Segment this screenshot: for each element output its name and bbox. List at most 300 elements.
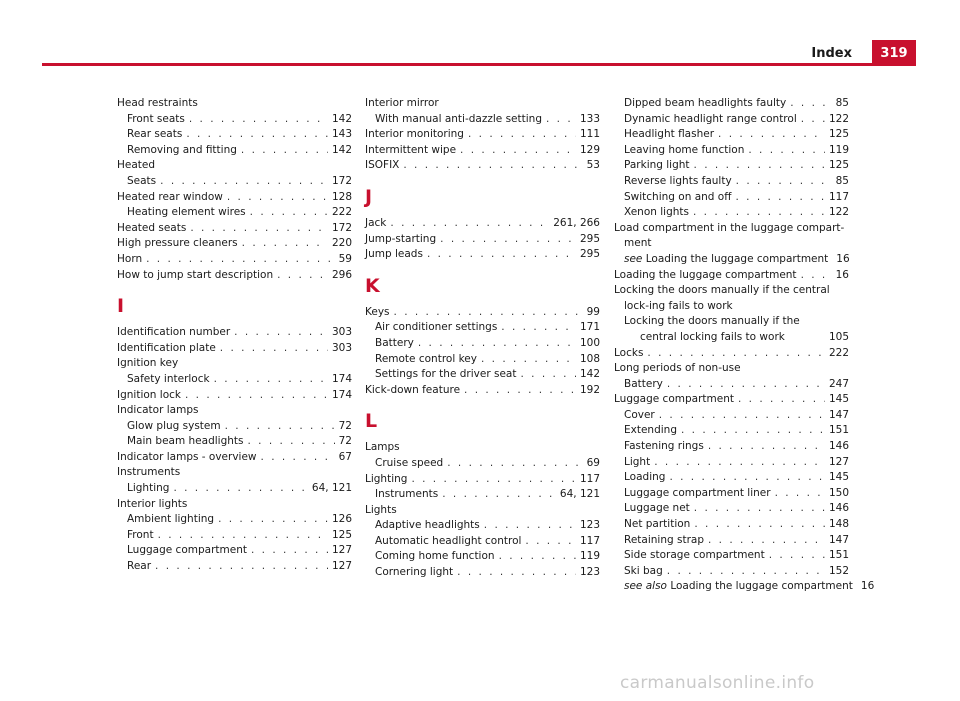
index-entry (365, 96, 600, 112)
index-entry (117, 268, 352, 284)
index-entry-label: Indicator lamps - overview (117, 450, 257, 463)
index-entry-label: Identification number (117, 326, 231, 339)
index-entry-label: Retaining strap (624, 533, 704, 546)
dot-leader (647, 346, 825, 362)
index-entry (614, 314, 849, 345)
index-entry-label: Dynamic headlight range control (624, 112, 797, 125)
dot-leader (694, 158, 825, 174)
dot-leader (735, 190, 824, 206)
index-entry-page: 146 (828, 502, 849, 515)
dot-leader (708, 439, 825, 455)
index-entry (117, 158, 352, 174)
dot-leader (499, 549, 576, 565)
index-entry (117, 465, 352, 481)
index-entry-label: Jump-starting (365, 232, 437, 245)
index-entry (117, 236, 352, 252)
index-entry (614, 205, 849, 221)
dot-leader (190, 221, 328, 237)
dot-leader (160, 174, 328, 190)
index-entry-page: 53 (586, 159, 600, 172)
index-entry-page: 85 (835, 174, 849, 187)
index-entry (117, 325, 352, 341)
dot-leader (546, 112, 576, 128)
dot-leader (214, 372, 328, 388)
index-entry (117, 341, 352, 357)
index-entry (117, 450, 352, 466)
dot-leader (447, 456, 582, 472)
index-entry-page: 122 (828, 112, 849, 125)
index-entry (614, 548, 849, 564)
index-entry (117, 372, 352, 388)
dot-leader (708, 533, 825, 549)
dot-leader (394, 305, 583, 321)
index-entry-label: Heated rear window (117, 190, 223, 203)
dot-leader (146, 252, 335, 268)
index-entry-label: Battery (375, 336, 414, 349)
index-entry-page: 100 (579, 336, 600, 349)
index-entry (614, 408, 849, 424)
dot-leader (736, 174, 832, 190)
header-rule (42, 63, 916, 66)
index-entry-page: 174 (331, 388, 352, 401)
index-entry-label: With manual anti-dazzle setting (375, 112, 542, 125)
index-entry-page: 295 (579, 232, 600, 245)
index-entry (365, 503, 600, 519)
index-entry (117, 403, 352, 419)
index-entry (117, 190, 352, 206)
index-entry-page: 108 (579, 352, 600, 365)
index-entry-label: Heated (117, 159, 156, 172)
index-entry-label: Side storage compartment (624, 549, 765, 562)
index-entry-page: 151 (828, 424, 849, 437)
dot-leader (220, 341, 328, 357)
index-entry-label: Switching on and off (624, 190, 732, 203)
dot-leader (158, 528, 328, 544)
index-entry (117, 143, 352, 159)
dot-leader (667, 377, 825, 393)
index-entry-label: Net partition (624, 518, 691, 531)
index-entry-page: 64, 121 (311, 482, 352, 495)
index-entry-label: Loading the luggage compartment (645, 252, 829, 265)
index-entry (365, 565, 600, 581)
index-entry-page: 171 (579, 321, 600, 334)
index-entry-page: 148 (828, 518, 849, 531)
index-entry-page: 123 (579, 566, 600, 579)
index-entry-page: 151 (828, 549, 849, 562)
index-entry (365, 440, 600, 456)
index-entry-label: Kick-down feature (365, 383, 461, 396)
index-entry-page: 129 (579, 143, 600, 156)
index-entry-label: Cornering light (375, 566, 454, 579)
index-entry-page: 172 (331, 174, 352, 187)
index-entry (614, 268, 849, 284)
dot-leader (251, 543, 328, 559)
index-entry-label: Horn (117, 252, 143, 265)
index-entry (117, 221, 352, 237)
watermark: carmanualsonline.info (620, 673, 815, 693)
index-entry-page: 16 (835, 268, 849, 281)
index-entry (365, 143, 600, 159)
dot-leader (189, 112, 328, 128)
dot-leader (694, 517, 825, 533)
index-entry (614, 143, 849, 159)
index-entry-page: 303 (331, 326, 352, 339)
index-entry-label: Interior mirror (365, 97, 439, 109)
index-entry (614, 361, 849, 377)
index-entry (365, 456, 600, 472)
index-entry-label: Intermittent wipe (365, 143, 457, 156)
index-entry-label: Interior lights (117, 497, 188, 510)
index-entry-label: Loading the luggage compartment (614, 268, 797, 281)
dot-leader (403, 158, 582, 174)
dot-leader (277, 268, 328, 284)
index-entry-page: 172 (331, 221, 352, 234)
index-entry-label: Instruments (375, 488, 439, 501)
index-entry (614, 517, 849, 533)
index-entry (614, 127, 849, 143)
index-entry-page: 192 (579, 383, 600, 396)
index-entry (117, 528, 352, 544)
index-entry-label: Lighting (365, 472, 408, 485)
index-entry-label: Leaving home function (624, 143, 745, 156)
index-entry (365, 336, 600, 352)
index-entry-label: ISOFIX (365, 159, 400, 172)
dot-leader (442, 487, 556, 503)
dot-leader (520, 367, 575, 383)
index-entry-page: 126 (331, 513, 352, 526)
index-entry-label: Rear seats (127, 128, 183, 141)
index-entry-page: 222 (331, 206, 352, 219)
index-entry-page: 67 (338, 450, 352, 463)
index-entry (365, 487, 600, 503)
dot-leader (390, 216, 549, 232)
index-section-letter: J (365, 185, 373, 208)
index-entry (365, 383, 600, 399)
index-entry-label: Coming home function (375, 550, 495, 563)
index-column-1 (117, 96, 352, 575)
index-entry: Locking the doors manually if the central lock-ing fails to work (614, 284, 830, 312)
index-entry-label: Jump leads (365, 248, 423, 261)
index-entry-page: 261, 266 (553, 216, 600, 229)
index-entry (614, 501, 849, 517)
index-entry-label: Fastening rings (624, 440, 704, 453)
index-entry-page: 145 (828, 471, 849, 484)
index-entry (365, 518, 600, 534)
index-entry (365, 305, 600, 321)
index-entry (117, 356, 352, 372)
index-entry-page: 59 (338, 252, 352, 265)
index-entry-label: Xenon lights (624, 206, 689, 219)
dot-leader (427, 247, 576, 263)
index-entry-page: 222 (828, 346, 849, 359)
index-entry-page: 127 (828, 455, 849, 468)
dot-leader (681, 423, 825, 439)
index-entry-page: 127 (331, 544, 352, 557)
index-entry (614, 174, 849, 190)
dot-leader (769, 548, 825, 564)
index-entry-label: Identification plate (117, 341, 216, 354)
index-entry-page: 122 (828, 206, 849, 219)
index-section-letter: I (117, 295, 125, 318)
index-entry-page: 145 (828, 393, 849, 406)
index-entry (614, 533, 849, 549)
dot-leader (775, 486, 825, 502)
dot-leader (801, 268, 832, 284)
index-entry-page: 105 (828, 330, 849, 343)
index-entry-page: 123 (579, 519, 600, 532)
index-entry (365, 232, 600, 248)
index-entry (614, 423, 849, 439)
index-entry (365, 534, 600, 550)
index-entry-page: 69 (586, 456, 600, 469)
index-entry (117, 434, 352, 450)
dot-leader (234, 325, 328, 341)
dot-leader (669, 470, 825, 486)
index-entry-label: Automatic headlight control (375, 534, 522, 547)
dot-leader (718, 127, 825, 143)
index-entry-label: Lamps (365, 441, 400, 454)
index-entry (365, 472, 600, 488)
index-entry-label: Extending (624, 424, 677, 437)
dot-leader (241, 143, 328, 159)
index-entry-label: Lights (365, 503, 397, 516)
dot-leader (225, 419, 335, 435)
index-entry (365, 112, 600, 128)
dot-leader (801, 112, 825, 128)
dot-leader (411, 472, 576, 488)
index-entry-page: 152 (828, 564, 849, 577)
index-entry-page: 295 (579, 248, 600, 261)
index-entry-label: Head restraints (117, 97, 198, 109)
index-entry-label: Loading the luggage compartment (670, 580, 853, 593)
dot-leader (457, 565, 576, 581)
index-section-letter: K (365, 274, 380, 297)
index-entry (117, 419, 352, 435)
index-entry-label: Front seats (127, 112, 185, 125)
index-entry-label: Luggage compartment liner (624, 486, 771, 499)
index-entry-page: 220 (331, 237, 352, 250)
index-entry (117, 205, 352, 221)
index-entry-page: 296 (331, 268, 352, 281)
index-entry-page: 119 (828, 143, 849, 156)
index-entry-label: Main beam headlights (127, 435, 244, 448)
index-entry-label: Settings for the driver seat (375, 368, 517, 381)
dot-leader (481, 352, 576, 368)
dot-leader (218, 512, 328, 528)
dot-leader (667, 564, 825, 580)
index-entry (614, 564, 849, 580)
index-section-letter: L (365, 410, 378, 433)
index-entry (117, 543, 352, 559)
dot-leader (460, 143, 576, 159)
index-entry-label: Adaptive headlights (375, 519, 480, 532)
index-entry-page: 72 (338, 435, 352, 448)
index-entry-label: Loading (624, 471, 666, 484)
dot-leader (790, 96, 831, 112)
index-entry-page: 146 (828, 440, 849, 453)
index-entry-label: Keys (365, 305, 390, 318)
index-entry-page: 303 (331, 341, 352, 354)
index-entry (117, 559, 352, 575)
index-entry: Load compartment in the luggage compart-ment (614, 221, 845, 250)
dot-leader (654, 455, 825, 471)
index-entry (614, 96, 849, 112)
index-entry (614, 112, 849, 128)
dot-leader (468, 127, 576, 143)
index-entry (614, 252, 849, 268)
dot-leader (173, 481, 307, 497)
index-column-3 (614, 96, 875, 595)
index-entry-label: Lighting (127, 482, 170, 495)
index-entry-page: 125 (828, 128, 849, 141)
index-entry-page: 72 (338, 419, 352, 432)
index-entry-label: Air conditioner settings (375, 321, 498, 334)
index-entry (117, 96, 352, 112)
dot-leader (185, 388, 328, 404)
index-entry-page: 147 (828, 533, 849, 546)
page-number-badge: 319 (872, 40, 916, 66)
dot-leader (748, 143, 825, 159)
index-entry-page: 147 (828, 408, 849, 421)
index-entry-page: 117 (828, 190, 849, 203)
index-entry (614, 455, 849, 471)
dot-leader (501, 320, 576, 336)
dot-leader (250, 205, 328, 221)
dot-leader (440, 232, 576, 248)
dot-leader (464, 383, 576, 399)
index-entry-label: Luggage net (624, 502, 690, 515)
index-entry (365, 367, 600, 383)
dot-leader (261, 450, 335, 466)
index-entry (614, 439, 849, 455)
dot-leader (484, 518, 576, 534)
index-entry-page: 142 (331, 112, 352, 125)
index-entry (117, 512, 352, 528)
dot-leader (738, 392, 825, 408)
index-entry-page: 16 (860, 580, 875, 593)
index-entry-page: 64, 121 (559, 488, 600, 501)
index-entry (365, 352, 600, 368)
index-entry (117, 112, 352, 128)
index-entry-label: Cruise speed (375, 456, 444, 469)
index-entry-label: Ignition lock (117, 388, 181, 401)
index-entry-page: 99 (586, 305, 600, 318)
index-entry-label: Heating element wires (127, 206, 246, 219)
index-entry-label: Parking light (624, 159, 690, 172)
index-entry-page: 150 (828, 486, 849, 499)
index-entry-label: Locks (614, 346, 644, 359)
index-entry-page: 128 (331, 190, 352, 203)
dot-leader (247, 434, 334, 450)
index-entry (614, 377, 849, 393)
index-entry-label: How to jump start description (117, 268, 274, 281)
index-cross-reference: see also (624, 580, 667, 593)
index-entry (365, 247, 600, 263)
index-entry (117, 388, 352, 404)
index-entry-label: Remote control key (375, 352, 477, 365)
index-entry-label: Locking the doors manually if the central locking fails to work (624, 315, 800, 343)
index-entry-page: 125 (828, 159, 849, 172)
index-entry-page: 111 (579, 128, 600, 141)
index-entry (365, 549, 600, 565)
index-entry (117, 481, 352, 497)
index-entry (117, 127, 352, 143)
dot-leader (525, 534, 576, 550)
index-entry-page: 127 (331, 560, 352, 573)
index-entry-page: 174 (331, 372, 352, 385)
dot-leader (155, 559, 328, 575)
index-entry-page: 247 (828, 377, 849, 390)
index-entry-label: Heated seats (117, 221, 187, 234)
index-entry-label: Light (624, 455, 651, 468)
index-entry (365, 320, 600, 336)
index-cross-reference: see (624, 252, 643, 265)
index-entry-page: 143 (331, 128, 352, 141)
dot-leader (694, 501, 825, 517)
index-entry-page: 125 (331, 528, 352, 541)
index-entry (614, 470, 849, 486)
index-entry (614, 190, 849, 206)
index-entry-label: Ignition key (117, 357, 179, 370)
page-title: Index (811, 46, 852, 61)
index-entry-page: 117 (579, 534, 600, 547)
index-entry-label: Luggage compartment (614, 393, 734, 406)
index-entry-label: Long periods of non-use (614, 362, 741, 375)
index-entry-label: Cover (624, 408, 655, 421)
dot-leader (186, 127, 328, 143)
index-entry (614, 392, 849, 408)
index-entry-label: Safety interlock (127, 372, 210, 385)
index-entry (117, 252, 352, 268)
index-entry (117, 497, 352, 513)
index-entry-page: 142 (331, 143, 352, 156)
index-entry-label: Removing and fitting (127, 143, 237, 156)
index-entry-page: 133 (579, 112, 600, 125)
index-entry-page: 85 (835, 97, 849, 109)
index-entry-page: 119 (579, 550, 600, 563)
dot-leader (242, 236, 328, 252)
index-entry (614, 346, 849, 362)
dot-leader (659, 408, 825, 424)
index-entry-label: Glow plug system (127, 419, 221, 432)
index-entry-label: High pressure cleaners (117, 237, 238, 250)
index-entry-label: Dipped beam headlights faulty (624, 97, 787, 109)
index-entry (614, 486, 849, 502)
index-entry-label: Luggage compartment (127, 544, 247, 557)
index-entry-page: 117 (579, 472, 600, 485)
dot-leader (227, 190, 328, 206)
index-entry-label: Indicator lamps (117, 404, 199, 417)
index-entry-label: Ski bag (624, 564, 663, 577)
index-entry (117, 174, 352, 190)
index-entry (365, 158, 600, 174)
index-entry-label: Jack (365, 216, 387, 229)
index-entry-label: Front (127, 528, 154, 541)
index-entry-label: Reverse lights faulty (624, 174, 732, 187)
index-entry-label: Ambient lighting (127, 513, 215, 526)
index-entry-page: 16 (836, 252, 850, 265)
index-entry (365, 216, 600, 232)
index-entry-label: Seats (127, 174, 157, 187)
index-entry-page: 142 (579, 368, 600, 381)
index-entry (614, 579, 875, 595)
dot-leader (418, 336, 576, 352)
index-entry (614, 158, 849, 174)
index-entry-label: Instruments (117, 466, 181, 479)
index-entry-label: Battery (624, 377, 663, 390)
index-entry-label: Interior monitoring (365, 128, 464, 141)
index-column-2 (365, 96, 600, 581)
